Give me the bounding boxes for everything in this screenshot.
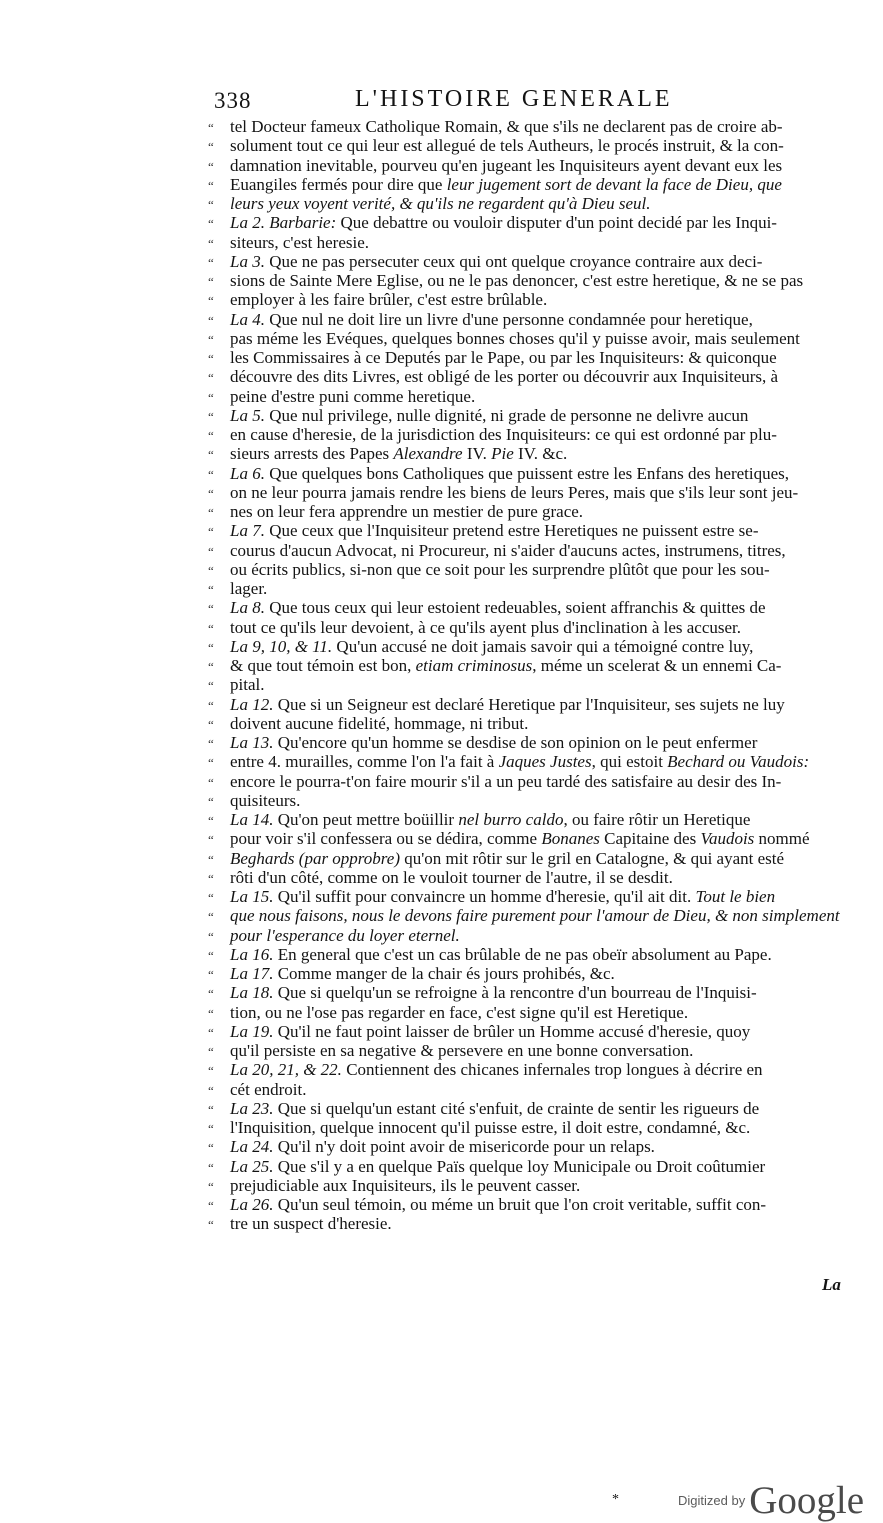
text-line — [208, 1003, 860, 1022]
italic-text: La 18. — [230, 983, 274, 1003]
quote-mark: “ — [208, 1140, 214, 1156]
text-segment: nes on leur fera apprendre un mestier de pure grace. — [230, 502, 584, 521]
quote-mark: “ — [208, 832, 214, 848]
text-line — [208, 1099, 860, 1118]
italic-text: La 26. — [230, 1195, 274, 1214]
quote-mark: “ — [208, 1217, 214, 1233]
italic-text: La 4. — [230, 309, 265, 329]
text-line — [208, 194, 860, 213]
quote-mark: “ — [208, 755, 214, 771]
text-segment: tion, ou ne l'ose pas regarder en face, c'est signe qu'il est Heretique. — [230, 1002, 689, 1022]
text-segment: Que s'il y a en quelque Païs quelque loy Municipale ou Droit coûtumier — [273, 1156, 766, 1176]
text-line — [208, 1137, 860, 1156]
text-line — [208, 444, 860, 463]
text-segment: pas méme les Evéques, quelques bonnes choses qu'il y puisse avoir, mais seulement — [230, 328, 800, 348]
quote-mark: “ — [208, 216, 214, 232]
text-line — [208, 1214, 860, 1233]
running-head: L'HISTOIRE GENERALE — [355, 86, 673, 112]
italic-text: La 23. — [230, 1098, 274, 1118]
text-segment: sieurs arrests des Papes — [230, 444, 394, 464]
text-segment: employer à les faire brûler, c'est estre brûlable. — [230, 290, 548, 310]
quote-mark: “ — [208, 774, 214, 790]
text-line — [208, 675, 860, 694]
text-segment: tout ce qu'ils leur devoient, à ce qu'ils ayent plus d'inclination à les accuser. — [230, 617, 742, 637]
text-line — [208, 579, 860, 598]
text-line — [208, 695, 860, 714]
italic-text: La 24. — [230, 1137, 274, 1157]
text-line — [208, 252, 860, 271]
text-line — [208, 541, 860, 560]
text-line — [208, 829, 860, 848]
text-segment: l'Inquisition, quelque innocent qu'il puisse estre, il doit estre, condamné, &c. — [230, 1118, 751, 1137]
text-line — [208, 887, 860, 906]
text-segment: courus d'aucun Advocat, ni Procureur, ni s'aider d'aucuns actes, instrumens, titres, — [230, 540, 786, 560]
text-line — [208, 175, 860, 194]
italic-text: La 19. — [230, 1021, 274, 1041]
text-line — [208, 810, 860, 829]
text-line — [208, 425, 860, 444]
text-line — [208, 387, 860, 406]
text-line — [208, 1060, 860, 1079]
text-segment: Qu'un seul témoin, ou méme un bruit que l'on croit veritable, suffit con- — [273, 1195, 767, 1214]
text-segment: les Commissaires à ce Deputés par le Pape, ou par les Inquisiteurs: & quiconque — [230, 348, 777, 367]
italic-text: La 12. — [230, 694, 274, 714]
quote-mark: “ — [208, 447, 214, 463]
text-line — [208, 945, 860, 964]
text-line — [208, 310, 860, 329]
text-segment: sions de Sainte Mere Eglise, ou ne le pas denoncer, c'est estre heretique, & ne se pas — [230, 271, 804, 290]
text-segment: , qui estoit — [591, 752, 668, 772]
quote-mark: “ — [208, 389, 214, 405]
italic-text: Bonanes — [541, 829, 600, 849]
italic-text: La 14. — [230, 810, 274, 829]
quote-mark: “ — [208, 524, 214, 540]
text-line — [208, 656, 860, 675]
text-segment: Que debattre ou vouloir disputer d'un point decidé par les Inqui- — [336, 213, 777, 233]
quote-mark: “ — [208, 351, 214, 366]
italic-text: pour l'esperance du loyer eternel. — [230, 925, 460, 945]
quote-mark: “ — [208, 639, 214, 655]
text-line — [208, 213, 860, 232]
text-line — [208, 637, 860, 656]
quote-mark: “ — [208, 466, 214, 482]
text-segment: damnation inevitable, pourveu qu'en jugeant les Inquisiteurs ayent devant eux les — [230, 155, 783, 175]
italic-text: La 7. — [230, 521, 265, 541]
quote-mark: “ — [208, 505, 214, 520]
quote-mark: “ — [208, 986, 214, 1002]
quote-mark: “ — [208, 678, 214, 694]
text-segment: rôti d'un côté, comme on le vouloit tourner de l'autre, il se desdit. — [230, 867, 673, 887]
italic-text: La 8. — [230, 598, 265, 618]
italic-text: Jaques Justes — [498, 752, 592, 772]
text-line — [208, 271, 860, 290]
quote-mark: “ — [208, 1101, 214, 1117]
italic-text: etiam criminosus — [415, 656, 533, 675]
quote-mark: “ — [208, 1178, 214, 1194]
quote-mark: “ — [208, 274, 214, 289]
text-segment: solument tout ce qui leur est allegué de tels Autheurs, le procés instruit, & la con- — [230, 136, 784, 156]
quote-mark: “ — [208, 562, 214, 578]
italic-text: La 3. — [230, 251, 265, 271]
text-line — [208, 1195, 860, 1214]
quote-mark: “ — [208, 793, 214, 809]
italic-text: Tout le bien — [695, 887, 776, 906]
text-segment: quisiteurs. — [230, 790, 301, 810]
quote-mark: “ — [208, 1159, 214, 1175]
italic-text: La 6. — [230, 463, 265, 483]
text-segment: Que ceux que l'Inquisiteur pretend estre Heretiques ne puissent estre se- — [264, 521, 759, 541]
text-line — [208, 983, 860, 1002]
text-segment: Qu'il n'y doit point avoir de misericorde pour un relaps. — [273, 1137, 655, 1157]
text-line — [208, 367, 860, 386]
quote-mark: “ — [208, 1024, 214, 1040]
quote-mark: “ — [208, 370, 214, 386]
text-segment: Que quelques bons Catholiques que puissent estre les Enfans des heretiques, — [264, 463, 790, 483]
text-line — [208, 964, 860, 983]
text-line — [208, 233, 860, 252]
quote-mark: “ — [208, 967, 214, 982]
text-line — [208, 329, 860, 348]
body-text — [208, 117, 860, 1234]
text-segment: Contiennent des chicanes infernales trop longues à décrire en — [341, 1060, 763, 1080]
text-line — [208, 1041, 860, 1060]
text-segment: Que ne pas persecuter ceux qui ont quelque croyance contraire aux deci- — [264, 251, 763, 271]
text-line — [208, 714, 860, 733]
quote-mark: “ — [208, 928, 214, 944]
italic-text: nel burro caldo — [458, 810, 564, 829]
text-segment: pour voir s'il confessera ou se dédira, comme — [230, 829, 542, 849]
text-line — [208, 926, 860, 945]
text-segment: on ne leur pourra jamais rendre les biens de leurs Peres, mais que s'ils leur sont jeu- — [230, 482, 799, 502]
quote-mark: “ — [208, 716, 214, 732]
text-segment: Que si un Seigneur est declaré Heretique par l'Inquisiteur, ses sujets ne luy — [273, 694, 785, 714]
quote-mark: “ — [208, 120, 214, 135]
quote-mark: “ — [208, 909, 214, 925]
text-segment: IV. — [462, 444, 492, 464]
text-line — [208, 1176, 860, 1195]
text-line — [208, 348, 860, 367]
quote-mark: “ — [208, 1082, 214, 1098]
text-segment: Que si quelqu'un se refroigne à la rencontre d'un bourreau de l'Inquisi- — [273, 983, 757, 1003]
text-line — [208, 618, 860, 637]
text-segment: nommé — [754, 829, 810, 849]
text-segment: encore le pourra-t'on faire mourir s'il a un peu tardé des satisfaire au desir des In- — [230, 771, 782, 791]
page-number: 338 — [214, 88, 252, 113]
text-line — [208, 906, 860, 925]
quote-mark: “ — [208, 331, 214, 347]
text-segment: tre un suspect d'heresie. — [230, 1214, 392, 1234]
text-segment: Qu'il ne faut point laisser de brûler un Homme accusé d'heresie, quoy — [273, 1021, 751, 1041]
quote-mark: “ — [208, 543, 214, 559]
text-segment: prejudiciable aux Inquisiteurs, ils le peuvent casser. — [230, 1175, 581, 1195]
quote-mark: “ — [208, 293, 214, 309]
italic-text: La 9, 10, & 11. — [230, 636, 333, 656]
quote-mark: “ — [208, 485, 214, 501]
text-segment: , méme un scelerat & un ennemi Ca- — [532, 656, 782, 675]
quote-mark: “ — [208, 177, 214, 193]
quote-mark: “ — [208, 1005, 214, 1021]
text-segment: & que tout témoin est bon, — [230, 656, 416, 675]
text-segment: découvre des dits Livres, est obligé de les porter ou découvrir aux Inquisiteurs, à — [230, 367, 779, 387]
text-line — [208, 117, 860, 136]
text-line — [208, 502, 860, 521]
text-segment: Comme manger de la chair és jours prohibés, &c. — [273, 964, 615, 983]
digitized-by-label: Digitized by — [678, 1493, 746, 1508]
text-segment: Que si quelqu'un estant cité s'enfuit, de crainte de sentir les rigueurs de — [273, 1098, 760, 1118]
text-segment: , ou faire rôtir un Heretique — [563, 810, 751, 829]
italic-text: La 2. Barbarie: — [230, 213, 337, 233]
text-line — [208, 1022, 860, 1041]
italic-text: La 15. — [230, 887, 274, 906]
text-segment: pital. — [230, 675, 265, 695]
text-line — [208, 483, 860, 502]
text-segment: Qu'encore qu'un homme se desdise de son opinion on le peut enfermer — [273, 733, 758, 752]
text-segment: en cause d'heresie, de la jurisdiction des Inquisiteurs: ce qui est ordonné par plu- — [230, 425, 777, 444]
text-segment: Qu'on peut mettre boüillir — [273, 810, 459, 829]
text-segment: Que tous ceux qui leur estoient redeuables, soient affranchis & quittes de — [264, 598, 766, 618]
text-segment: entre 4. murailles, comme l'on l'a fait à — [230, 752, 499, 772]
quote-mark: “ — [208, 408, 214, 424]
text-line — [208, 406, 860, 425]
italic-text: Pie — [491, 444, 514, 464]
text-segment: IV. &c. — [513, 444, 568, 464]
quote-mark: “ — [208, 312, 214, 328]
italic-text: La 16. — [230, 944, 274, 964]
quote-mark: “ — [208, 851, 214, 867]
text-segment: ou écrits publics, si-non que ce soit pour les surprendre plûtôt que pour les sou- — [230, 559, 770, 579]
quote-mark: “ — [208, 947, 214, 963]
text-segment: doivent aucune fidelité, hommage, ni tribut. — [230, 713, 529, 733]
quote-mark: “ — [208, 582, 214, 597]
text-segment: En general que c'est un cas brûlable de ne pas obeïr absolument au Pape. — [273, 944, 772, 964]
text-segment: lager. — [230, 579, 268, 598]
quote-mark: “ — [208, 254, 214, 270]
google-logo: Google — [749, 1479, 865, 1522]
text-segment: Euangiles fermés pour dire que — [230, 174, 447, 194]
quote-mark: “ — [208, 158, 214, 174]
text-line — [208, 1118, 860, 1137]
quote-mark: “ — [208, 697, 214, 713]
quote-mark: “ — [208, 1198, 214, 1213]
text-line — [208, 733, 860, 752]
italic-text: La 13. — [230, 733, 274, 752]
text-segment: Qu'un accusé ne doit jamais savoir qui a témoigné contre luy, — [332, 636, 754, 656]
text-line — [208, 521, 860, 540]
quote-mark: “ — [208, 1121, 214, 1136]
quote-mark: “ — [208, 139, 214, 155]
italic-text: Bechard ou Vaudois: — [667, 752, 810, 772]
text-segment: tel Docteur fameux Catholique Romain, & que s'ils ne declarent pas de croire ab- — [230, 117, 783, 136]
text-line — [208, 791, 860, 810]
text-line — [208, 849, 860, 868]
quote-mark: “ — [208, 870, 214, 886]
quote-mark: “ — [208, 813, 214, 828]
text-line — [208, 1080, 860, 1099]
italic-text: leurs yeux voyent verité, & qu'ils ne regardent qu'à Dieu seul. — [230, 194, 651, 213]
stray-mark: * — [612, 1492, 619, 1507]
quote-mark: “ — [208, 659, 214, 674]
text-line — [208, 1157, 860, 1176]
quote-mark: “ — [208, 1063, 214, 1079]
quote-mark: “ — [208, 428, 214, 443]
text-line — [208, 464, 860, 483]
catchword: La — [822, 1275, 841, 1294]
text-line — [208, 772, 860, 791]
text-segment: qu'il persiste en sa negative & persevere en une bonne conversation. — [230, 1041, 694, 1060]
text-segment: qu'on mit rôtir sur le gril en Catalogne, & qui ayant esté — [399, 848, 785, 868]
text-segment: Que nul privilege, nulle dignité, ni grade de personne ne delivre aucun — [264, 405, 749, 425]
quote-mark: “ — [208, 601, 214, 617]
italic-text: Vaudois — [700, 829, 755, 849]
italic-text: La 25. — [230, 1156, 274, 1176]
quote-mark: “ — [208, 620, 214, 636]
italic-text: La 20, 21, & 22. — [230, 1060, 342, 1080]
text-line — [208, 560, 860, 579]
italic-text: La 5. — [230, 405, 265, 425]
text-line — [208, 868, 860, 887]
quote-mark: “ — [208, 890, 214, 905]
text-segment: siteurs, c'est heresie. — [230, 232, 370, 252]
text-segment: peine d'estre puni comme heretique. — [230, 386, 476, 406]
text-segment: cét endroit. — [230, 1079, 307, 1099]
italic-text: La 17. — [230, 964, 274, 983]
quote-mark: “ — [208, 736, 214, 751]
text-segment: Que nul ne doit lire un livre d'une personne condamnée pour heretique, — [264, 309, 753, 329]
text-segment: Qu'il suffit pour convaincre un homme d'heresie, qu'il ait dit. — [273, 887, 696, 906]
text-segment: Capitaine des — [599, 829, 701, 849]
quote-mark: “ — [208, 235, 214, 251]
quote-mark: “ — [208, 197, 214, 212]
text-line — [208, 752, 860, 771]
text-line — [208, 598, 860, 617]
text-line — [208, 156, 860, 175]
italic-text: leur jugement sort de devant la face de Dieu, que — [446, 174, 782, 194]
italic-text: Beghards (par opprobre) — [230, 848, 400, 868]
italic-text: Alexandre — [393, 444, 463, 464]
text-line — [208, 290, 860, 309]
digitized-watermark — [678, 1478, 864, 1523]
quote-mark: “ — [208, 1044, 214, 1059]
text-line — [208, 136, 860, 155]
italic-text: que nous faisons, nous le devons faire purement pour l'amour de Dieu, & non simplement — [230, 906, 840, 926]
